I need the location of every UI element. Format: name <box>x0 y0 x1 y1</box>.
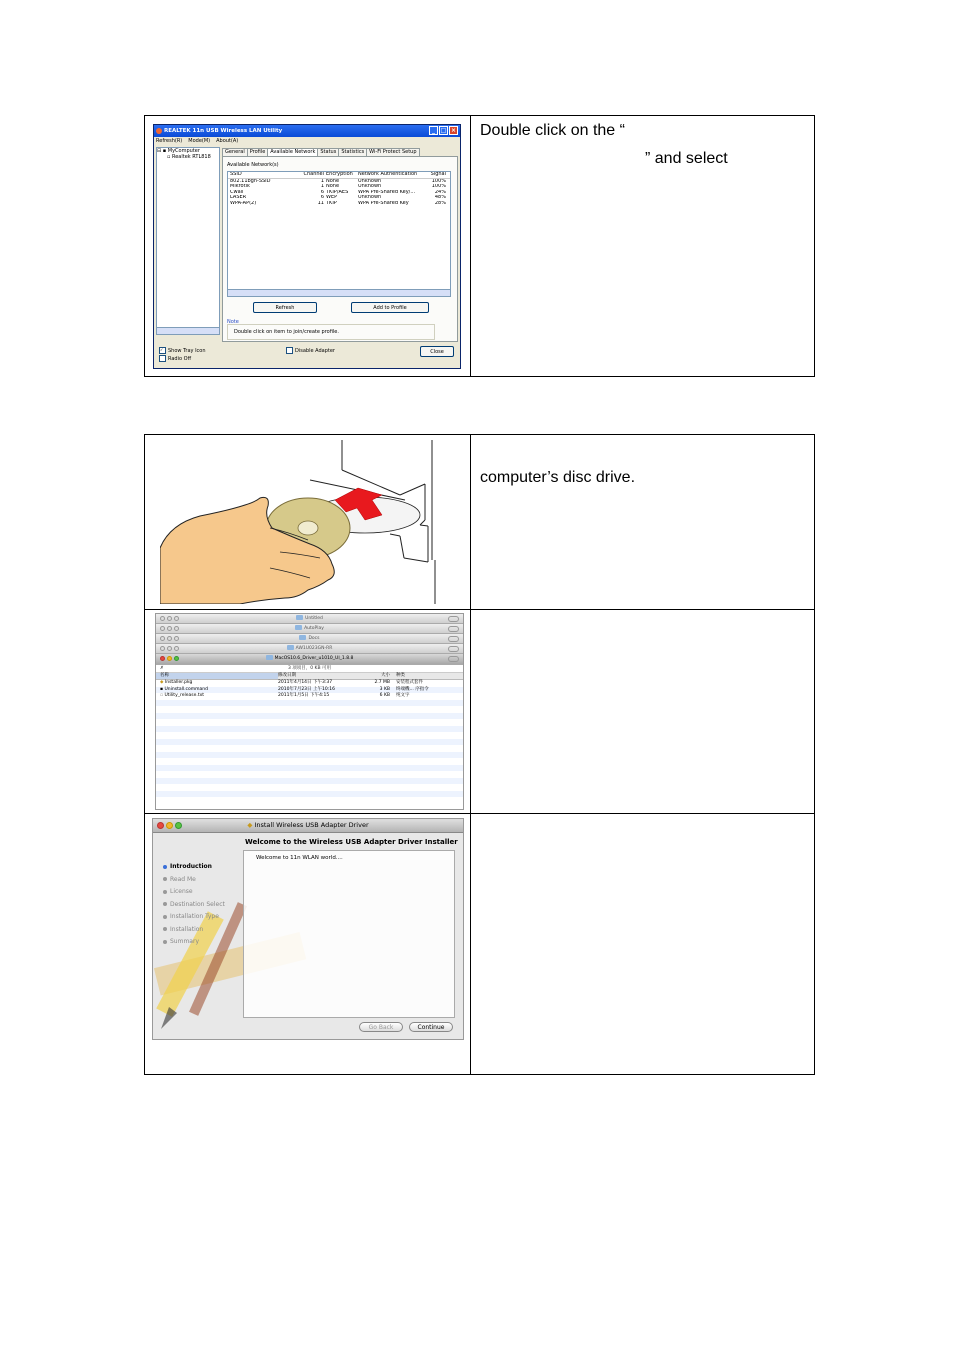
network-encryption: None <box>326 178 340 184</box>
package-icon: ◆ <box>160 680 164 685</box>
maximize-icon[interactable]: □ <box>440 127 447 134</box>
insert-cd-illustration <box>160 440 436 604</box>
installer-body: Welcome to 11n WLAN world.... <box>256 855 343 861</box>
column-name[interactable]: 名称 <box>156 673 278 679</box>
menu-mode[interactable]: Mode(M) <box>188 138 211 144</box>
back-window-bar[interactable] <box>156 644 463 654</box>
step-introduction: Introduction <box>163 861 225 874</box>
terminal-icon: ▪ <box>160 686 164 692</box>
file-kind: 纯文字 <box>396 693 410 698</box>
finder-empty-rows <box>156 700 463 804</box>
column-ssid[interactable]: SSID <box>230 172 242 177</box>
step-installation-type: Installation Type <box>163 911 225 924</box>
column-auth[interactable]: Network Authentication <box>358 172 418 177</box>
tree-scrollbar[interactable] <box>157 327 219 334</box>
minimize-icon[interactable]: _ <box>429 126 438 135</box>
radio-off-checkbox[interactable] <box>159 355 191 362</box>
folder-icon <box>296 615 303 620</box>
close-icon[interactable] <box>157 822 164 829</box>
realtek-utility-window <box>153 124 461 369</box>
table-1-description <box>480 117 810 173</box>
file-name: Installer.pkg <box>164 680 193 685</box>
computer-icon: ▪ <box>162 148 167 154</box>
description-line-2: ” and select <box>645 150 728 167</box>
back-window-bar[interactable] <box>156 634 463 644</box>
folder-icon <box>287 645 294 650</box>
available-network-panel <box>222 156 458 342</box>
back-window-bar[interactable] <box>156 624 463 634</box>
file-date: 2010年7月23日 上午10:16 <box>278 686 335 692</box>
step-destination: Destination Select <box>163 899 225 912</box>
continue-button[interactable]: Continue <box>409 1022 453 1032</box>
finder-window <box>155 613 464 810</box>
note-label: Note <box>227 319 239 325</box>
network-list-scrollbar[interactable] <box>228 289 450 296</box>
app-icon <box>156 128 162 134</box>
network-ssid: Cwall <box>230 189 244 195</box>
close-icon[interactable] <box>160 656 165 661</box>
table-1-divider <box>470 115 471 377</box>
network-channel: 6 <box>320 195 324 200</box>
tree-item-adapter[interactable]: ▫ Realtek RTL818 <box>167 154 211 160</box>
finder-status <box>156 665 463 673</box>
network-encryption: WEP <box>326 195 338 200</box>
file-kind: 安装程式套件 <box>396 680 423 685</box>
step-summary: Summary <box>163 936 225 949</box>
disable-adapter-checkbox[interactable] <box>286 347 335 354</box>
file-date: 2011年4月14日 下午3:37 <box>278 680 333 685</box>
installer-content <box>243 850 455 1018</box>
checkbox-checked: ✓ <box>159 347 166 354</box>
tab-strip <box>222 148 419 156</box>
window-titlebar <box>154 125 460 137</box>
tab-status[interactable]: Status <box>317 148 339 156</box>
file-name: Uninstall.command <box>164 686 209 692</box>
close-button[interactable]: Close <box>420 346 454 357</box>
checkbox-unchecked <box>159 355 166 362</box>
finder-file-list <box>156 680 463 700</box>
tree-item-computer[interactable]: ⊟ ▪ MyComputer <box>157 148 200 154</box>
window-title: MacOS10.6_Driver_u1010_UI_1.8.8 <box>274 656 354 661</box>
column-size[interactable]: 大小 <box>381 673 390 678</box>
radio-off-label: Radio Off <box>168 356 192 362</box>
file-date: 2011年1月5日 下午4:15 <box>278 693 330 698</box>
finder-column-header <box>156 673 463 680</box>
file-size: 3 KB <box>379 686 390 692</box>
minimize-icon[interactable] <box>166 822 173 829</box>
file-name: Utility_release.txt <box>164 693 205 698</box>
network-auth: Unknown <box>358 184 382 189</box>
network-ssid: LASER <box>230 195 247 200</box>
network-row[interactable] <box>228 201 450 207</box>
network-list <box>227 171 451 297</box>
network-encryption: TKIP <box>326 200 337 206</box>
installer-heading: Welcome to the Wireless USB Adapter Driver Installer <box>245 838 458 846</box>
network-auth: Unknown <box>358 195 382 200</box>
menu-about[interactable]: About(A) <box>216 138 239 144</box>
tab-statistics[interactable]: Statistics <box>338 148 367 156</box>
tab-wps[interactable]: Wi-Fi Protect Setup <box>366 148 419 156</box>
status-text: 3 项项目，0 KB 可用 <box>287 666 332 671</box>
network-ssid: Mikrotik <box>230 184 250 189</box>
folder-icon <box>266 655 273 660</box>
minimize-icon[interactable] <box>167 656 172 661</box>
network-signal: 100% <box>431 184 446 189</box>
folder-icon <box>299 635 306 640</box>
group-label: Available Network(s) <box>227 162 279 168</box>
file-kind: 终端機... 序指令 <box>396 686 429 692</box>
network-ssid: WPA-AP(2) <box>230 200 257 206</box>
column-channel[interactable]: Channel <box>303 172 324 177</box>
text-file-icon: ▫ <box>160 693 164 698</box>
network-auth: WPA Pre-Shared Key/... <box>358 189 416 195</box>
add-to-profile-button[interactable]: Add to Profile <box>351 302 429 313</box>
note-box <box>227 324 435 340</box>
table-2-row-divider-1 <box>144 609 815 610</box>
column-date[interactable]: 修改日期 <box>278 673 296 678</box>
network-channel: 6 <box>320 189 324 195</box>
file-size: 6 KB <box>379 693 390 698</box>
network-encryption: TKIP/AES <box>326 189 349 195</box>
tab-general[interactable]: General <box>222 148 248 156</box>
file-size: 2.7 MB <box>374 680 390 685</box>
installer-title: Install Wireless USB Adapter Driver <box>254 821 369 829</box>
action-icon[interactable]: ✗ <box>160 666 164 671</box>
step-installation: Installation <box>163 924 225 937</box>
menu-bar <box>154 137 460 145</box>
step-read-me: Read Me <box>163 874 225 887</box>
table-2-row-divider-2 <box>144 813 815 814</box>
close-icon[interactable]: × <box>450 127 457 134</box>
menu-refresh[interactable]: Refresh(R) <box>156 138 183 144</box>
show-tray-label: Show Tray Icon <box>168 348 206 354</box>
table-2-divider <box>470 434 471 1075</box>
network-auth: WPA Pre-Shared Key <box>358 200 409 206</box>
device-tree <box>156 147 220 335</box>
installer-titlebar <box>153 819 463 833</box>
column-signal[interactable]: Signal <box>430 172 446 177</box>
checkbox-unchecked <box>286 347 293 354</box>
column-kind[interactable]: 种类 <box>396 673 405 678</box>
show-tray-checkbox[interactable] <box>159 347 206 354</box>
front-window-titlebar <box>156 654 463 665</box>
zoom-icon[interactable] <box>175 822 182 829</box>
network-channel: 1 <box>320 178 324 184</box>
installer-window <box>152 818 464 1040</box>
network-signal: 48% <box>434 195 446 200</box>
network-signal: 100% <box>431 178 446 184</box>
go-back-button[interactable]: Go Back <box>359 1022 403 1032</box>
step-license: License <box>163 886 225 899</box>
refresh-button[interactable]: Refresh <box>253 302 317 313</box>
file-row[interactable] <box>156 693 463 700</box>
folder-icon <box>295 625 302 630</box>
network-signal: 24% <box>434 189 446 195</box>
adapter-icon: ▫ <box>167 154 171 160</box>
description-line-1: Double click on the “ <box>480 122 625 139</box>
window-title: REALTEK 11n USB Wireless LAN Utility <box>164 128 283 134</box>
window-name: AW1U023GN-RR <box>295 646 333 651</box>
network-channel: 11 <box>317 200 324 206</box>
network-channel: 1 <box>320 184 324 189</box>
network-ssid: 802.11bgn-SSID <box>230 178 271 184</box>
column-encryption[interactable]: Encryption <box>326 172 353 177</box>
note-text: Double click on item to join/create profile. <box>234 329 339 335</box>
installer-steps <box>163 861 225 949</box>
tab-available-network[interactable]: Available Network <box>267 148 318 156</box>
tab-profile[interactable]: Profile <box>247 148 269 156</box>
network-auth: Unknown <box>358 178 382 184</box>
disable-adapter-label: Disable Adapter <box>295 348 335 354</box>
insert-disc-text: computer’s disc drive. <box>480 469 636 486</box>
back-window-bar[interactable] <box>156 614 463 624</box>
window-name: AutoPlay <box>304 626 324 631</box>
network-signal: 28% <box>434 200 446 206</box>
zoom-icon[interactable] <box>174 656 179 661</box>
package-icon: ◆ <box>247 821 253 829</box>
window-name: Docs <box>308 636 320 641</box>
network-encryption: None <box>326 184 340 189</box>
window-name: Untitled <box>305 616 323 621</box>
